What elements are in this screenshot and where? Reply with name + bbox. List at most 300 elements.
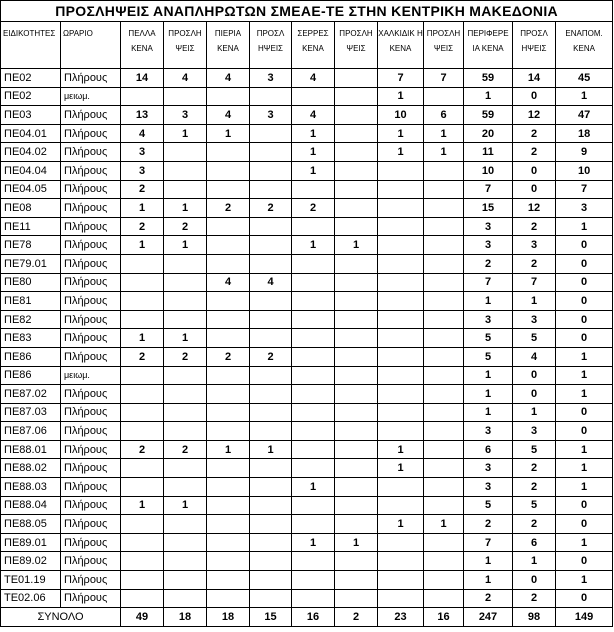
column-header: ΠΕΡΙΦΕΡΕ ΙΑ ΚΕΝΑ xyxy=(464,22,513,69)
value-cell: 2 xyxy=(464,589,513,608)
value-cell: 0 xyxy=(513,385,556,404)
value-cell: 0 xyxy=(556,254,613,273)
value-cell xyxy=(292,366,335,385)
specialty-cell: ΠΕ88.05 xyxy=(1,515,61,534)
table-row xyxy=(1,589,613,608)
value-cell xyxy=(250,515,292,534)
value-cell xyxy=(250,552,292,571)
value-cell xyxy=(207,533,250,552)
value-cell xyxy=(424,459,464,478)
value-cell xyxy=(121,273,164,292)
value-cell xyxy=(121,310,164,329)
value-cell: 4 xyxy=(207,273,250,292)
value-cell xyxy=(424,254,464,273)
table-row xyxy=(1,552,613,571)
value-cell xyxy=(292,347,335,366)
value-cell: 3 xyxy=(250,106,292,125)
value-cell xyxy=(378,217,424,236)
value-cell: 10 xyxy=(556,161,613,180)
value-cell: 10 xyxy=(464,161,513,180)
value-cell xyxy=(424,478,464,497)
specialty-cell: ΠΕ04.01 xyxy=(1,124,61,143)
value-cell: 7 xyxy=(556,180,613,199)
value-cell xyxy=(207,236,250,255)
value-cell: 1 xyxy=(464,571,513,590)
value-cell: 3 xyxy=(121,143,164,162)
value-cell: 1 xyxy=(464,87,513,106)
value-cell xyxy=(250,533,292,552)
value-cell xyxy=(250,589,292,608)
value-cell xyxy=(164,571,207,590)
value-cell xyxy=(292,385,335,404)
value-cell xyxy=(292,217,335,236)
total-value: 2 xyxy=(335,608,378,627)
value-cell xyxy=(250,385,292,404)
value-cell: 3 xyxy=(513,422,556,441)
value-cell: 1 xyxy=(424,124,464,143)
value-cell xyxy=(164,254,207,273)
value-cell: 2 xyxy=(164,440,207,459)
value-cell: 1 xyxy=(335,533,378,552)
value-cell: 0 xyxy=(556,310,613,329)
value-cell xyxy=(164,273,207,292)
value-cell xyxy=(121,403,164,422)
value-cell xyxy=(250,124,292,143)
specialty-cell: ΠΕ79.01 xyxy=(1,254,61,273)
value-cell: 1 xyxy=(556,459,613,478)
value-cell xyxy=(164,87,207,106)
schedule-cell: Πλήρους xyxy=(61,124,121,143)
value-cell: 1 xyxy=(556,533,613,552)
value-cell: 1 xyxy=(378,87,424,106)
value-cell xyxy=(424,217,464,236)
schedule-cell: Πλήρους xyxy=(61,552,121,571)
value-cell xyxy=(292,589,335,608)
value-cell: 2 xyxy=(513,589,556,608)
value-cell: 1 xyxy=(464,403,513,422)
value-cell xyxy=(424,422,464,441)
value-cell: 1 xyxy=(164,329,207,348)
table-row xyxy=(1,236,613,255)
value-cell: 0 xyxy=(513,180,556,199)
value-cell xyxy=(121,552,164,571)
value-cell xyxy=(164,422,207,441)
value-cell: 12 xyxy=(513,106,556,125)
value-cell xyxy=(207,329,250,348)
value-cell xyxy=(207,571,250,590)
value-cell xyxy=(121,422,164,441)
value-cell: 2 xyxy=(464,254,513,273)
value-cell xyxy=(292,552,335,571)
table-row xyxy=(1,254,613,273)
value-cell xyxy=(424,180,464,199)
value-cell: 3 xyxy=(464,459,513,478)
value-cell: 1 xyxy=(292,478,335,497)
value-cell: 1 xyxy=(292,161,335,180)
specialty-cell: ΤΕ02.06 xyxy=(1,589,61,608)
value-cell xyxy=(292,87,335,106)
value-cell xyxy=(164,589,207,608)
value-cell: 7 xyxy=(464,273,513,292)
value-cell xyxy=(164,161,207,180)
specialty-cell: ΠΕ89.02 xyxy=(1,552,61,571)
value-cell: 2 xyxy=(513,254,556,273)
value-cell xyxy=(250,403,292,422)
value-cell xyxy=(164,515,207,534)
value-cell xyxy=(250,161,292,180)
column-header: ΠΙΕΡΙΑ ΚΕΝΑ xyxy=(207,22,250,69)
value-cell: 0 xyxy=(556,403,613,422)
value-cell: 18 xyxy=(556,124,613,143)
value-cell: 1 xyxy=(464,366,513,385)
value-cell: 45 xyxy=(556,69,613,88)
value-cell: 20 xyxy=(464,124,513,143)
specialty-cell: ΠΕ03 xyxy=(1,106,61,125)
specialty-cell: ΠΕ11 xyxy=(1,217,61,236)
schedule-cell: Πλήρους xyxy=(61,478,121,497)
value-cell xyxy=(164,180,207,199)
specialty-cell: ΤΕ01.19 xyxy=(1,571,61,590)
value-cell: 4 xyxy=(164,69,207,88)
value-cell xyxy=(207,161,250,180)
value-cell: 0 xyxy=(556,515,613,534)
value-cell xyxy=(164,366,207,385)
specialty-cell: ΠΕ86 xyxy=(1,366,61,385)
value-cell xyxy=(424,440,464,459)
value-cell: 3 xyxy=(250,69,292,88)
value-cell xyxy=(250,87,292,106)
value-cell xyxy=(335,385,378,404)
table-row xyxy=(1,515,613,534)
value-cell: 1 xyxy=(424,515,464,534)
value-cell xyxy=(207,143,250,162)
value-cell: 6 xyxy=(513,533,556,552)
value-cell xyxy=(424,292,464,311)
value-cell xyxy=(121,385,164,404)
specialty-cell: ΠΕ04.05 xyxy=(1,180,61,199)
value-cell xyxy=(335,589,378,608)
value-cell xyxy=(121,254,164,273)
value-cell xyxy=(121,571,164,590)
value-cell: 2 xyxy=(121,440,164,459)
schedule-cell: Πλήρους xyxy=(61,106,121,125)
value-cell xyxy=(424,366,464,385)
value-cell: 0 xyxy=(556,273,613,292)
value-cell xyxy=(378,199,424,218)
total-value: 247 xyxy=(464,608,513,627)
schedule-cell: Πλήρους xyxy=(61,440,121,459)
value-cell xyxy=(164,533,207,552)
value-cell xyxy=(378,273,424,292)
table-row xyxy=(1,143,613,162)
value-cell: 2 xyxy=(164,347,207,366)
value-cell xyxy=(164,292,207,311)
table-row xyxy=(1,478,613,497)
value-cell xyxy=(424,87,464,106)
schedule-cell: Πλήρους xyxy=(61,273,121,292)
value-cell: 2 xyxy=(513,143,556,162)
value-cell: 3 xyxy=(513,236,556,255)
value-cell: 1 xyxy=(513,403,556,422)
value-cell xyxy=(424,496,464,515)
value-cell: 3 xyxy=(556,199,613,218)
value-cell: 4 xyxy=(207,69,250,88)
specialty-cell: ΠΕ02 xyxy=(1,87,61,106)
value-cell xyxy=(378,571,424,590)
table-row xyxy=(1,161,613,180)
value-cell xyxy=(335,69,378,88)
value-cell xyxy=(207,217,250,236)
schedule-cell: Πλήρους xyxy=(61,310,121,329)
value-cell: 1 xyxy=(424,143,464,162)
value-cell: 11 xyxy=(464,143,513,162)
value-cell: 6 xyxy=(464,440,513,459)
value-cell: 1 xyxy=(292,533,335,552)
schedule-cell: Πλήρους xyxy=(61,589,121,608)
value-cell: 1 xyxy=(292,236,335,255)
specialty-cell: ΠΕ88.02 xyxy=(1,459,61,478)
value-cell: 5 xyxy=(513,440,556,459)
value-cell xyxy=(424,161,464,180)
value-cell: 0 xyxy=(556,292,613,311)
value-cell xyxy=(207,87,250,106)
value-cell xyxy=(335,143,378,162)
value-cell xyxy=(250,217,292,236)
total-value: 18 xyxy=(164,608,207,627)
schedule-cell: Πλήρους xyxy=(61,533,121,552)
value-cell xyxy=(207,496,250,515)
value-cell xyxy=(378,161,424,180)
schedule-cell: μειωμ. xyxy=(61,366,121,385)
value-cell xyxy=(424,533,464,552)
value-cell xyxy=(250,143,292,162)
table-row xyxy=(1,496,613,515)
value-cell: 1 xyxy=(513,292,556,311)
value-cell: 0 xyxy=(556,496,613,515)
column-header: ΠΕΛΛΑ ΚΕΝΑ xyxy=(121,22,164,69)
value-cell xyxy=(121,478,164,497)
header-row xyxy=(1,22,613,69)
value-cell: 1 xyxy=(378,143,424,162)
table-row xyxy=(1,459,613,478)
value-cell: 59 xyxy=(464,69,513,88)
value-cell xyxy=(121,292,164,311)
value-cell xyxy=(250,329,292,348)
value-cell: 4 xyxy=(292,106,335,125)
value-cell xyxy=(121,459,164,478)
table-row xyxy=(1,292,613,311)
value-cell: 13 xyxy=(121,106,164,125)
value-cell xyxy=(250,422,292,441)
value-cell xyxy=(335,217,378,236)
value-cell: 1 xyxy=(121,236,164,255)
column-header: ΠΡΟΣΛ ΗΨΕΙΣ xyxy=(250,22,292,69)
value-cell xyxy=(292,310,335,329)
value-cell: 2 xyxy=(292,199,335,218)
value-cell xyxy=(250,366,292,385)
value-cell: 0 xyxy=(556,422,613,441)
value-cell xyxy=(292,403,335,422)
total-label: ΣΥΝΟΛΟ xyxy=(1,608,121,627)
value-cell: 1 xyxy=(556,347,613,366)
value-cell xyxy=(378,236,424,255)
schedule-cell: Πλήρους xyxy=(61,292,121,311)
value-cell xyxy=(164,310,207,329)
value-cell: 3 xyxy=(464,217,513,236)
value-cell xyxy=(424,571,464,590)
schedule-cell: Πλήρους xyxy=(61,254,121,273)
value-cell xyxy=(250,478,292,497)
value-cell xyxy=(207,292,250,311)
value-cell: 2 xyxy=(207,347,250,366)
total-value: 16 xyxy=(424,608,464,627)
value-cell: 1 xyxy=(378,440,424,459)
value-cell: 1 xyxy=(378,459,424,478)
value-cell xyxy=(378,422,424,441)
table-title: ΠΡΟΣΛΗΨΕΙΣ ΑΝΑΠΛΗΡΩΤΩΝ ΣΜΕΑΕ-ΤΕ ΣΤΗΝ ΚΕΝΤΡΙΚΗ ΜΑΚΕΔΟΝΙΑ xyxy=(1,1,613,22)
table-row xyxy=(1,310,613,329)
value-cell: 1 xyxy=(556,385,613,404)
value-cell xyxy=(207,403,250,422)
value-cell xyxy=(335,199,378,218)
column-header: ΠΡΟΣΛ ΗΨΕΙΣ xyxy=(513,22,556,69)
value-cell xyxy=(378,533,424,552)
value-cell xyxy=(335,347,378,366)
value-cell: 5 xyxy=(513,496,556,515)
specialty-cell: ΠΕ87.06 xyxy=(1,422,61,441)
schedule-cell: Πλήρους xyxy=(61,236,121,255)
table-row xyxy=(1,366,613,385)
value-cell: 47 xyxy=(556,106,613,125)
value-cell xyxy=(378,478,424,497)
value-cell xyxy=(424,347,464,366)
table-row xyxy=(1,329,613,348)
table-row xyxy=(1,571,613,590)
total-value: 18 xyxy=(207,608,250,627)
value-cell xyxy=(424,403,464,422)
schedule-cell: Πλήρους xyxy=(61,347,121,366)
value-cell: 1 xyxy=(556,478,613,497)
value-cell xyxy=(292,180,335,199)
value-cell: 5 xyxy=(464,496,513,515)
specialty-cell: ΠΕ88.04 xyxy=(1,496,61,515)
specialty-cell: ΠΕ86 xyxy=(1,347,61,366)
specialty-cell: ΠΕ83 xyxy=(1,329,61,348)
value-cell xyxy=(292,254,335,273)
value-cell xyxy=(335,515,378,534)
value-cell xyxy=(207,422,250,441)
table-row xyxy=(1,199,613,218)
value-cell: 3 xyxy=(164,106,207,125)
value-cell: 1 xyxy=(464,552,513,571)
value-cell xyxy=(207,180,250,199)
total-value: 15 xyxy=(250,608,292,627)
value-cell: 2 xyxy=(464,515,513,534)
value-cell: 1 xyxy=(164,496,207,515)
value-cell: 1 xyxy=(164,124,207,143)
value-cell xyxy=(250,310,292,329)
value-cell: 1 xyxy=(207,440,250,459)
column-header: ΕΝΑΠΟΜ. ΚΕΝΑ xyxy=(556,22,613,69)
total-value: 16 xyxy=(292,608,335,627)
value-cell: 1 xyxy=(121,329,164,348)
table-row xyxy=(1,124,613,143)
value-cell: 3 xyxy=(464,422,513,441)
value-cell: 1 xyxy=(378,515,424,534)
total-row xyxy=(1,608,613,627)
value-cell: 0 xyxy=(513,366,556,385)
value-cell: 1 xyxy=(207,124,250,143)
table-row xyxy=(1,385,613,404)
table-row xyxy=(1,533,613,552)
value-cell xyxy=(378,403,424,422)
specialty-cell: ΠΕ87.02 xyxy=(1,385,61,404)
value-cell xyxy=(121,366,164,385)
value-cell xyxy=(164,143,207,162)
value-cell xyxy=(424,236,464,255)
value-cell xyxy=(335,87,378,106)
value-cell xyxy=(378,496,424,515)
value-cell xyxy=(378,292,424,311)
value-cell: 2 xyxy=(164,217,207,236)
value-cell xyxy=(164,385,207,404)
value-cell xyxy=(424,552,464,571)
value-cell xyxy=(207,459,250,478)
value-cell: 3 xyxy=(513,310,556,329)
value-cell xyxy=(250,180,292,199)
total-value: 149 xyxy=(556,608,613,627)
value-cell xyxy=(292,440,335,459)
value-cell: 0 xyxy=(556,589,613,608)
schedule-cell: Πλήρους xyxy=(61,422,121,441)
schedule-cell: Πλήρους xyxy=(61,403,121,422)
value-cell: 4 xyxy=(207,106,250,125)
column-header: ΧΑΛΚΙΔΙΚ Η ΚΕΝΑ xyxy=(378,22,424,69)
value-cell xyxy=(121,87,164,106)
value-cell xyxy=(207,552,250,571)
value-cell: 7 xyxy=(464,180,513,199)
value-cell: 12 xyxy=(513,199,556,218)
value-cell: 3 xyxy=(464,478,513,497)
value-cell: 1 xyxy=(556,366,613,385)
value-cell: 3 xyxy=(464,310,513,329)
schedule-cell: Πλήρους xyxy=(61,459,121,478)
value-cell xyxy=(121,515,164,534)
value-cell xyxy=(207,478,250,497)
value-cell xyxy=(292,496,335,515)
value-cell: 5 xyxy=(464,329,513,348)
value-cell xyxy=(164,403,207,422)
specialty-cell: ΠΕ88.03 xyxy=(1,478,61,497)
value-cell xyxy=(292,515,335,534)
table-row xyxy=(1,106,613,125)
schedule-cell: Πλήρους xyxy=(61,217,121,236)
table-row xyxy=(1,403,613,422)
value-cell: 2 xyxy=(121,347,164,366)
value-cell: 1 xyxy=(464,292,513,311)
total-value: 98 xyxy=(513,608,556,627)
specialty-cell: ΠΕ81 xyxy=(1,292,61,311)
value-cell xyxy=(207,366,250,385)
value-cell xyxy=(335,422,378,441)
table-row xyxy=(1,217,613,236)
column-header: ΩΡΑΡΙΟ xyxy=(61,22,121,69)
schedule-cell: Πλήρους xyxy=(61,161,121,180)
column-header: ΠΡΟΣΛΗ ΨΕΙΣ xyxy=(164,22,207,69)
schedule-cell: Πλήρους xyxy=(61,69,121,88)
specialty-cell: ΠΕ89.01 xyxy=(1,533,61,552)
value-cell: 7 xyxy=(378,69,424,88)
